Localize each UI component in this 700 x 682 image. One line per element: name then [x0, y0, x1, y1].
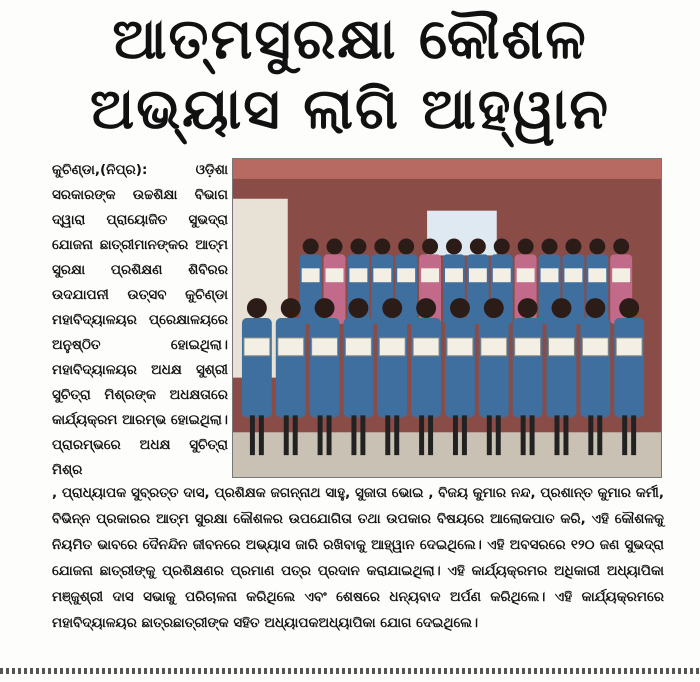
person-head [382, 298, 402, 318]
person-head [542, 239, 558, 255]
certificate [379, 338, 405, 356]
person-head [416, 298, 436, 318]
person-leg [351, 415, 356, 455]
certificate [517, 268, 535, 282]
person-leg [259, 415, 264, 455]
person-leg [428, 415, 433, 455]
person-body [276, 318, 306, 417]
person-body [242, 318, 272, 417]
lead-column [52, 158, 228, 483]
person-head [374, 239, 390, 255]
person-head [350, 239, 366, 255]
person-leg [360, 415, 365, 455]
certificate [445, 268, 463, 282]
person-head [450, 298, 470, 318]
certificate [312, 338, 338, 356]
certificate [349, 268, 367, 282]
person-head [348, 298, 368, 318]
person-body [580, 318, 610, 417]
person-head [398, 239, 414, 255]
dateline: କୁଚିଣ୍ଡା,(ନିପ୍ର): [52, 162, 148, 178]
certificate [278, 338, 304, 356]
person-body [377, 318, 407, 417]
person-body [614, 318, 644, 417]
person-body [547, 318, 577, 417]
person-head [565, 239, 581, 255]
lead-paragraph [52, 158, 228, 483]
certificate [481, 338, 507, 356]
person-leg [530, 415, 535, 455]
certificate [345, 338, 371, 356]
person-leg [597, 415, 602, 455]
person-head [247, 298, 267, 318]
person-leg [385, 415, 390, 455]
person-body [343, 318, 373, 417]
certificate [447, 338, 473, 356]
bottom-rule [0, 668, 700, 674]
person-leg [453, 415, 458, 455]
certificate [302, 268, 320, 282]
person-body [411, 318, 441, 417]
person-leg [487, 415, 492, 455]
person-leg [563, 415, 568, 455]
person-head [281, 298, 301, 318]
certificate [549, 338, 575, 356]
lead-text: ଓଡ଼ିଶା ସରକାରଙ୍କ ଉଚ୍ଚଶିକ୍ଷା ବିଭାଗ ଦ୍ୱାରା ପ୍ରାୟୋଜିତ ସୁଭଦ୍ରା ଯୋଜନା ଛାତ୍ରୀମାନଙ୍କର ଆତ୍ମ ସୁରକ୍ଷା ପ୍ରଶିକ୍ଷଣ ଶିବିରର ଉଦଯାପନୀ ଉତ୍ସବ କୁଚିଣ୍ଡା ମହାବିଦ୍ୟାଳୟର ପ୍ରେକ୍ଷାଳୟରେ ଅନୁଷ୍ଠିତ ହୋଇଥିଲା। ମହାବିଦ୍ୟାଳୟର ଅଧକ୍ଷ ସୁଶ୍ରୀ ସୁଚିତ୍ରା ମିଶ୍ରଙ୍କ ଅଧକ୍ଷତାରେ କାର୍ଯ୍ୟକ୍ରମ ଆରମ୍ଭ ହୋଇଥିଲା। ପ୍ରାରମ୍ଭରେ ଅଧକ୍ଷ ସୁଚିତ୍ରା ମିଶ୍ର [52, 162, 228, 478]
person-head [484, 298, 504, 318]
certificate [541, 268, 559, 282]
person-leg [327, 415, 332, 455]
person-head [518, 239, 534, 255]
certificate [616, 338, 642, 356]
person-head [585, 298, 605, 318]
person-head [494, 239, 510, 255]
person-leg [554, 415, 559, 455]
person-head [327, 239, 343, 255]
photo-ceiling [233, 159, 661, 179]
person-head [422, 239, 438, 255]
person-head [303, 239, 319, 255]
person-leg [588, 415, 593, 455]
person-leg [419, 415, 424, 455]
person-leg [284, 415, 289, 455]
certificate [413, 338, 439, 356]
person-head [446, 239, 462, 255]
person-head [315, 298, 335, 318]
person-leg [293, 415, 298, 455]
certificate [515, 338, 541, 356]
certificate [612, 268, 630, 282]
person-leg [250, 415, 255, 455]
person-body [479, 318, 509, 417]
person-leg [622, 415, 627, 455]
certificate [588, 268, 606, 282]
certificate [244, 338, 270, 356]
person-body [445, 318, 475, 417]
certificate [397, 268, 415, 282]
group-photo [232, 158, 662, 478]
person-head [518, 298, 538, 318]
person-head [470, 239, 486, 255]
certificate [373, 268, 391, 282]
person-leg [521, 415, 526, 455]
headline-line-1: ଆତ୍ମସୁରକ୍ଷା କୌଶଳ [112, 7, 588, 72]
certificate [582, 338, 608, 356]
person-leg [318, 415, 323, 455]
certificate [469, 268, 487, 282]
person-leg [394, 415, 399, 455]
group-photo-image [233, 159, 661, 477]
person-head [613, 239, 629, 255]
person-head [619, 298, 639, 318]
person-head [589, 239, 605, 255]
certificate [564, 268, 582, 282]
person-body [310, 318, 340, 417]
person-leg [631, 415, 636, 455]
certificate [493, 268, 511, 282]
certificate [326, 268, 344, 282]
person-head [552, 298, 572, 318]
body-column [52, 480, 664, 636]
body-paragraph: , ପ୍ରାଧ୍ୟାପକ ସୁବ୍ରତ୍ତ ଦାସ, ପ୍ରଶିକ୍ଷକ ଜଗନ୍ନାଥ ସାହୁ, ସୁଜାତା ଭୋଇ , ବିଜୟ କୁମାର ନନ୍ଦ, ପ୍ରଶାନ୍ତ କୁମାର କର୍ମୀ, ବିଭିନ୍ନ ପ୍ରକାରର ଆତ୍ମ ସୁରକ୍ଷା କୌଶଳର ଉପଯୋଗିତା ତଥା ଉପକାର ବିଷୟରେ ଆଲୋକପାତ କରି, ଏହି କୌଶଳକୁ ନିୟମିତ ଭାବରେ ଦୈନନ୍ଦିନ ଜୀବନରେ ଅଭ୍ୟାସ ଜାରି ରଖିବାକୁ ଆହ୍ୱାନ ଦେଇଥିଲେ। ଏହି ଅବସରରେ ୧୨୦ ଜଣ ସୁଭଦ୍ରା ଯୋଜନା ଛାତ୍ରୀଙ୍କୁ ପ୍ରଶିକ୍ଷଣର ପ୍ରମାଣ ପତ୍ର ପ୍ରଦାନ କରାଯାଇଥିଲା। ଏହି କାର୍ଯ୍ୟକ୍ରମର ଅଧିକାରୀ ଅଧ୍ୟାପିକା ମଞ୍ଜୁଶ୍ରୀ ଦାସ ସଭାକୁ ପରିଚାଳନା କରିଥିଲେ ଏବଂ ଶେଷରେ ଧନ୍ୟବାଦ ଅର୍ପଣ କରିଥିଲେ। ଏହି କାର୍ଯ୍ୟକ୍ରମରେ ମହାବିଦ୍ୟାଳୟର ଛାତ୍ରଛାତ୍ରୀଙ୍କ ସହିତ ଅଧ୍ୟାପକଅଧ୍ୟାପିକା ଯୋଗ ଦେଇଥିଲେ। [52, 485, 664, 631]
person-body [513, 318, 543, 417]
person-leg [496, 415, 501, 455]
person-leg [462, 415, 467, 455]
headline-line-2: ଅଭ୍ୟାସ ଲାଗି ଆହ୍ୱାନ [90, 77, 610, 142]
certificate [421, 268, 439, 282]
